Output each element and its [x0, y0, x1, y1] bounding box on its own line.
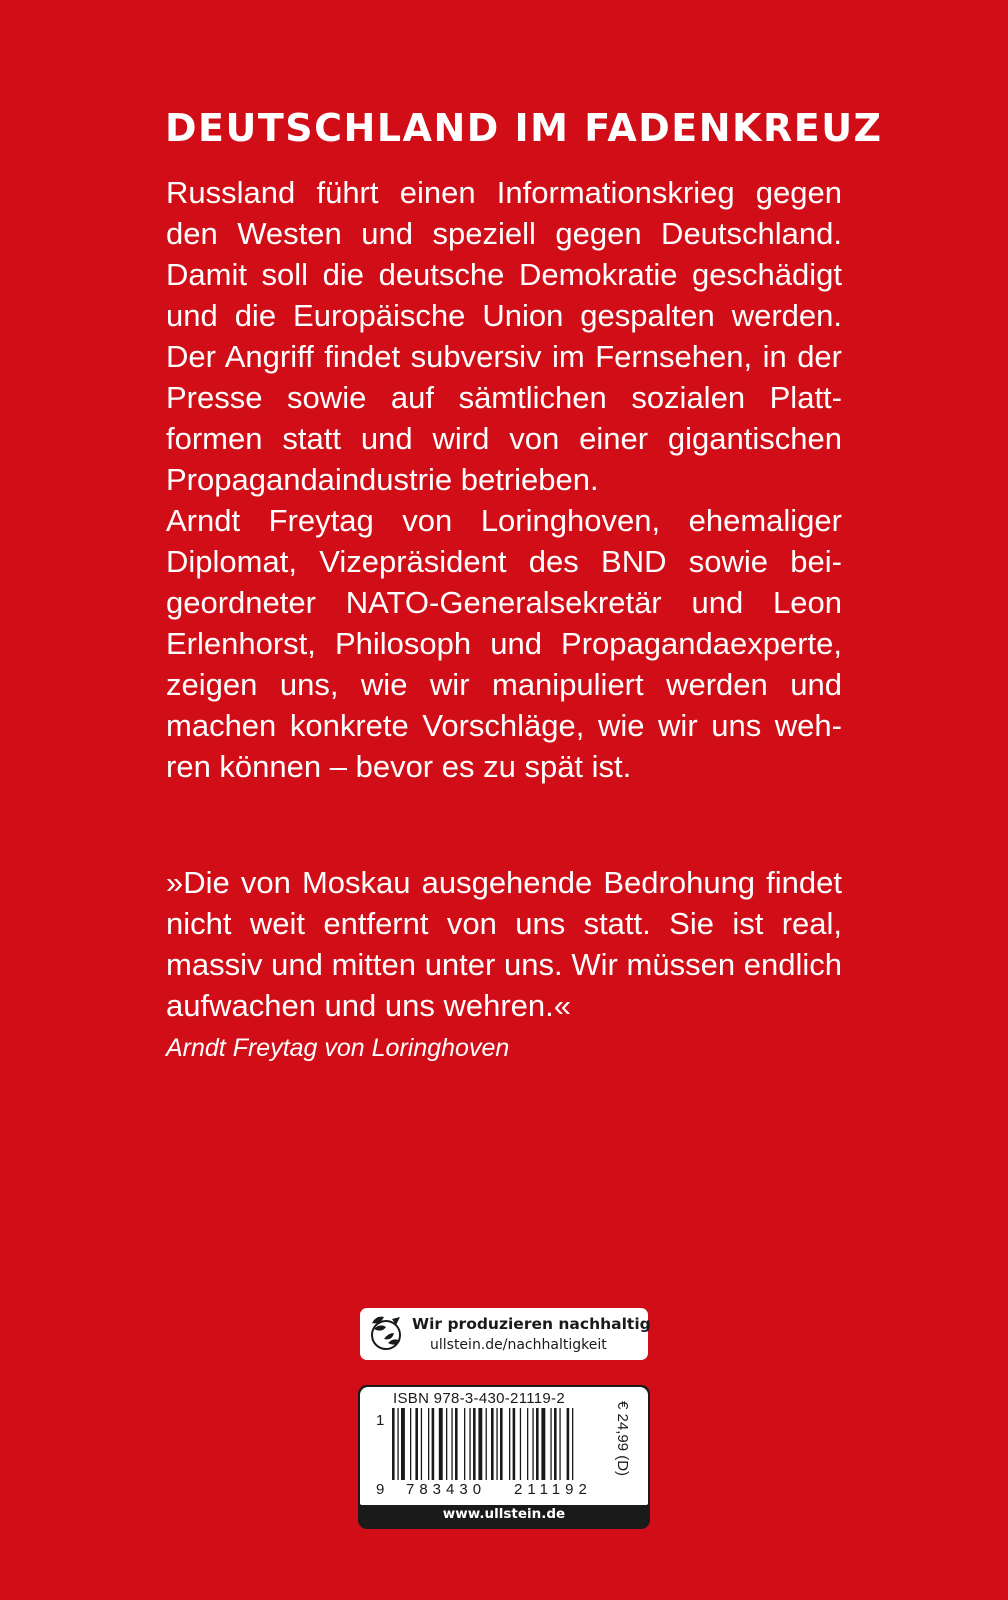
sustainability-headline: Wir produzieren nachhaltig: [412, 1315, 651, 1333]
barcode-bar: [464, 1408, 465, 1480]
barcode-bar: [541, 1408, 545, 1480]
price-label: € 24,99 (D): [614, 1401, 631, 1477]
quote-author: Arndt Freytag von Loringhoven: [166, 1034, 510, 1062]
blurb-paragraph-1: Russland führt einen Informationskrieg gegen den Westen und speziell gegen Deutschland. Damit soll die deutsche Demokratie geschädigt und die Europäische Union gespalten werden. Der Angriff findet subversiv im Fernsehen, in der Presse sowie auf sämtlichen sozialen Plattformen statt und wird von einer gigantischen Propagandaindustrie betrieben.: [166, 175, 842, 497]
barcode-bar: [554, 1408, 557, 1480]
barcode-bar: [432, 1408, 435, 1480]
barcode-digit-first: 9: [376, 1481, 385, 1498]
barcode-bar: [428, 1408, 429, 1480]
barcode-bar: [520, 1408, 521, 1480]
barcode-bar: [496, 1408, 497, 1480]
barcode-panel: [360, 1387, 648, 1505]
publisher-website: www.ullstein.de: [442, 1506, 566, 1522]
barcode-bar: [567, 1408, 570, 1480]
barcode-bar: [536, 1408, 539, 1480]
quote: [166, 862, 842, 1026]
barcode-bar: [410, 1408, 411, 1480]
globe-leaf-icon: [366, 1313, 406, 1355]
barcode-digits-left: 783430: [406, 1481, 487, 1498]
barcode-bar: [550, 1408, 551, 1480]
barcode-bars: [376, 1408, 622, 1498]
barcode-bar: [415, 1408, 418, 1480]
barcode-digits-right: 211192: [514, 1481, 592, 1498]
barcode-bar: [473, 1408, 476, 1480]
sustainability-url: ullstein.de/nachhaltigkeit: [430, 1337, 607, 1353]
barcode-bar: [509, 1408, 510, 1480]
barcode-bar: [559, 1408, 560, 1480]
sustainability-badge: [360, 1308, 651, 1360]
barcode-bar: [527, 1408, 528, 1480]
blurb-paragraph-2: Arndt Freytag von Loringhoven, ehemaliger Diplomat, Vizepräsident des BND sowie beigeordneter NATO-Generalsekretär und Leon Erlenhorst, Philosoph und Propagandaexperte, zeigen uns, wie wir manipuliert werden und machen konkrete Vorschläge, wie wir uns wehren können – bevor es zu spät ist.: [166, 503, 842, 784]
barcode-bar: [478, 1408, 482, 1480]
blurb: [166, 172, 842, 787]
barcode-bar: [421, 1408, 422, 1480]
book-title: DEUTSCHLAND IM FADENKREUZ: [165, 106, 883, 150]
barcode-bar: [446, 1408, 447, 1480]
barcode-label: [358, 1385, 650, 1529]
barcode-bar: [401, 1408, 405, 1480]
barcode-bar: [469, 1408, 470, 1480]
quote-text: »Die von Moskau ausgehende Bedrohung findet nicht weit entfernt von uns statt. Sie ist real, massiv und mitten unter uns. Wir müssen endlich aufwachen und uns wehren.«: [166, 865, 842, 1023]
barcode-bar: [500, 1408, 503, 1480]
barcode-bar: [439, 1408, 443, 1480]
barcode-bar: [532, 1408, 533, 1480]
barcode-bar: [491, 1408, 494, 1480]
isbn-number: ISBN 978-3-430-21119-2: [393, 1390, 565, 1407]
barcode-top-digit: 1: [376, 1412, 385, 1429]
barcode-bar: [513, 1408, 516, 1480]
barcode-bar: [451, 1408, 452, 1480]
barcode-bar: [455, 1408, 458, 1480]
